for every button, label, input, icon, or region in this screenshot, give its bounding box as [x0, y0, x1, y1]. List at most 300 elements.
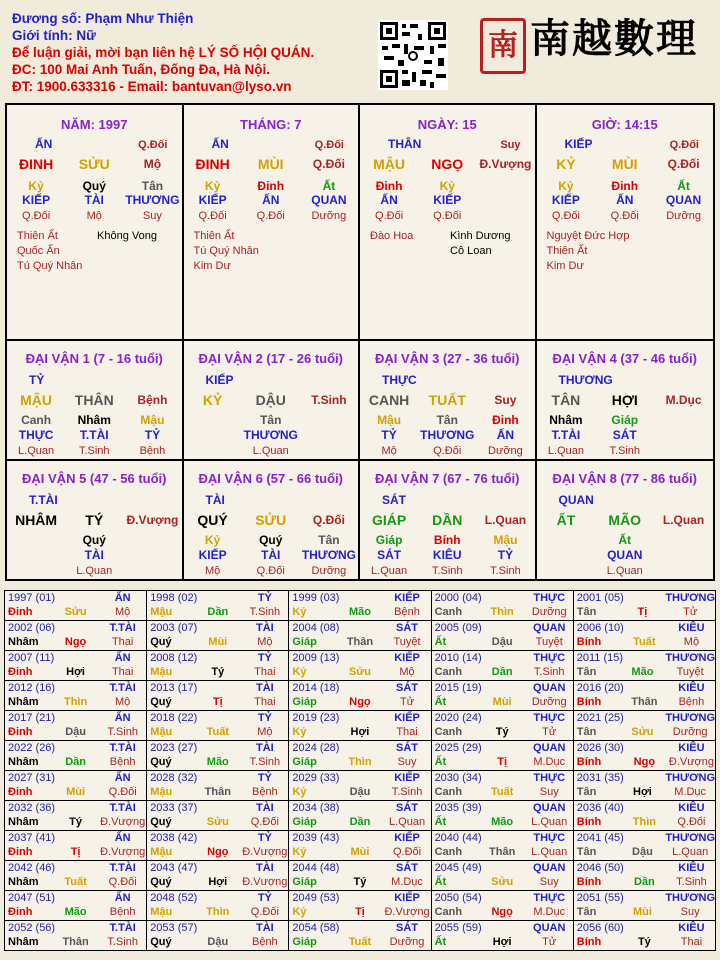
year-label: 2014 (18): [292, 682, 340, 694]
star: Đào Hoa: [370, 230, 414, 242]
year-stage: Dưỡng: [389, 936, 425, 948]
seal-stamp: 南: [480, 18, 526, 74]
year-god: TÀI: [255, 862, 274, 874]
hidden-stems: [537, 413, 714, 427]
year-label: 2040 (44): [434, 832, 482, 844]
year-branch: Hợi: [350, 726, 370, 738]
year-god: KIẾP: [394, 652, 420, 664]
year-content: [289, 831, 430, 859]
year-content: [5, 891, 146, 919]
year-stage: Mộ: [399, 666, 415, 678]
year-stem: Bính: [576, 756, 602, 768]
top-status: Q.Đối: [138, 139, 168, 151]
main-row: [7, 157, 182, 171]
year-stage: Tuyệt: [676, 666, 704, 678]
year-label: 2055 (59): [434, 922, 482, 934]
year-god: KIẾP: [394, 592, 420, 604]
year-content: [5, 831, 146, 859]
year-stem: Tân: [576, 906, 597, 918]
life-stages: [537, 444, 714, 458]
year-stage: Đ.Vượng: [242, 846, 288, 858]
year-row: [5, 741, 716, 771]
life-stage: Q.Đối: [433, 210, 462, 222]
year-cell: [573, 591, 715, 621]
year-row: [5, 921, 716, 951]
hidden-god: ẤN: [616, 193, 634, 207]
main-row: [360, 157, 535, 171]
life-stage: Dưỡng: [488, 445, 523, 457]
star: Kim Dư: [193, 260, 231, 272]
main-char: Đ.Vượng: [479, 157, 532, 171]
year-content: [147, 711, 288, 739]
year-stage: Tử: [542, 726, 557, 738]
main-char: CANH: [368, 392, 410, 408]
year-branch: Dần: [349, 816, 371, 828]
year-row: [5, 621, 716, 651]
year-branch: Ngọ: [64, 636, 87, 648]
year-branch: Thìn: [63, 696, 88, 708]
year-label: 2013 (17): [150, 682, 198, 694]
hidden-stem: Đinh: [375, 179, 403, 193]
main-char: Q.Đối: [312, 157, 345, 171]
year-branch: Dậu: [491, 636, 513, 648]
main-char: ĐINH: [195, 156, 230, 172]
year-content: [147, 771, 288, 799]
year-stage: M.Dục: [674, 786, 707, 798]
star: Tú Quý Nhân: [17, 260, 83, 272]
year-cell: [5, 741, 147, 771]
year-stem: Mậu: [150, 606, 173, 618]
year-content: [432, 621, 573, 649]
year-branch: Dậu: [632, 846, 653, 858]
year-content: [147, 831, 288, 859]
main-char: DẬU: [255, 392, 286, 408]
hidden-stem: Nhâm: [77, 413, 111, 427]
star: Nguyệt Đức Hợp: [546, 230, 630, 242]
year-cell: [573, 681, 715, 711]
year-stem: Ất: [434, 816, 447, 828]
year-god: KIÊU: [678, 622, 705, 634]
year-stage: Bệnh: [394, 606, 420, 618]
year-label: 2052 (56): [8, 922, 56, 934]
year-stage: Đ.Vượng: [100, 816, 146, 828]
year-god: SÁT: [396, 802, 419, 814]
year-stem: Bính: [576, 816, 602, 828]
year-stage: Bệnh: [678, 696, 705, 708]
year-branch: Ngọ: [349, 696, 371, 708]
year-stem: Canh: [434, 786, 463, 798]
hidden-stem: Quý: [259, 533, 283, 547]
year-stem: Quý: [150, 636, 172, 648]
dai-van-cell: [7, 341, 184, 461]
year-row: [5, 711, 716, 741]
top-status: Q.Đối: [314, 139, 344, 151]
year-label: 2054 (58): [292, 922, 340, 934]
year-stage: Bệnh: [109, 756, 136, 768]
year-stem: Quý: [150, 756, 172, 768]
hidden-god: [184, 428, 242, 442]
year-stem: Tân: [576, 606, 597, 618]
year-stem: Quý: [150, 816, 172, 828]
year-label: 2019 (23): [292, 712, 340, 724]
main-char: TÂN: [551, 392, 581, 408]
year-content: [147, 741, 288, 769]
year-row: [5, 651, 716, 681]
main-char: MÙI: [611, 156, 638, 172]
dai-van-cell: [360, 341, 537, 461]
year-cell: [5, 681, 147, 711]
year-content: [5, 651, 146, 679]
year-label: 2002 (06): [8, 622, 56, 634]
dai-van-content: [360, 461, 535, 579]
dai-van-content: [7, 341, 182, 459]
year-branch: Dần: [207, 606, 229, 618]
four-pillars-grid: [5, 103, 715, 341]
hidden-stem: [184, 413, 242, 427]
main-char: GIÁP: [371, 512, 407, 528]
year-stem: Kỷ: [292, 786, 307, 798]
year-god: T.TÀI: [109, 682, 136, 694]
year-stage: Mộ: [115, 606, 131, 618]
hidden-stems: [360, 533, 535, 547]
pillar-cell: [184, 105, 361, 339]
life-stages: [7, 209, 182, 223]
year-label: 2031 (35): [576, 772, 624, 784]
year-stage: Mộ: [257, 636, 273, 648]
year-row: [5, 861, 716, 891]
year-cell: [431, 681, 573, 711]
main-row: [184, 513, 359, 527]
dai-van-content: [360, 341, 535, 459]
pillar-title: GIỜ: 14:15: [591, 117, 658, 132]
year-stem: Kỷ: [292, 726, 307, 738]
main-row: [537, 513, 714, 527]
year-cell: [289, 711, 431, 741]
year-label: 2005 (09): [434, 622, 482, 634]
dai-van-god: SÁT: [382, 493, 406, 507]
hidden-stem: Mậu: [140, 413, 165, 427]
year-cell: [147, 741, 289, 771]
pillar-title: THÁNG: 7: [240, 117, 302, 132]
year-branch: Ngọ: [207, 846, 229, 858]
year-stem: Giáp: [292, 816, 317, 828]
year-cell: [431, 651, 573, 681]
year-stage: Dưỡng: [531, 606, 567, 618]
dai-van-god: THƯƠNG: [558, 373, 613, 387]
year-content: [432, 651, 573, 679]
year-stage: Thai: [111, 666, 134, 678]
hidden-stems: [184, 413, 359, 427]
year-branch: Sửu: [631, 726, 654, 738]
year-cell: [5, 591, 147, 621]
year-branch: Sửu: [348, 666, 371, 678]
year-stage: T.Sinh: [107, 726, 138, 738]
year-label: 1998 (02): [150, 592, 198, 604]
year-god: THƯƠNG: [665, 772, 715, 784]
main-char: MÃO: [608, 512, 642, 528]
year-stage: Q.Đối: [108, 876, 137, 888]
year-branch: Mùi: [492, 696, 512, 708]
hidden-god: THƯƠNG: [301, 548, 356, 562]
hidden-gods: [537, 193, 714, 207]
year-content: [147, 921, 288, 949]
hidden-god: TÀI: [261, 548, 281, 562]
hidden-gods: [537, 548, 714, 562]
main-char: MẬU: [373, 156, 406, 172]
year-cell: [573, 651, 715, 681]
hidden-stem: Quý: [82, 179, 106, 193]
year-cell: [289, 681, 431, 711]
main-char: ĐINH: [18, 156, 54, 172]
dai-van-god: TỶ: [29, 373, 45, 387]
year-content: [289, 711, 430, 739]
dai-van-god: THỰC: [382, 373, 417, 387]
year-god: KIÊU: [678, 682, 705, 694]
hidden-gods: [7, 428, 182, 442]
year-label: 2042 (46): [8, 862, 56, 874]
year-label: 2048 (52): [150, 892, 198, 904]
year-content: [432, 741, 573, 769]
year-stem: Mậu: [150, 666, 173, 678]
main-row: [184, 157, 359, 171]
hidden-god: T.TÀI: [551, 428, 581, 442]
year-branch: Tị: [637, 606, 648, 618]
year-stage: L.Quan: [531, 816, 568, 828]
life-stage: L.Quan: [371, 565, 408, 577]
year-stage: Tử: [399, 696, 415, 708]
year-branch: Thìn: [490, 606, 514, 618]
hidden-stem: Đinh: [611, 179, 639, 193]
year-cell: [431, 831, 573, 861]
hidden-stem: Nhâm: [549, 413, 583, 427]
year-god: QUAN: [533, 622, 566, 634]
year-stage: Đ.Vượng: [668, 756, 715, 768]
year-content: [574, 771, 715, 799]
year-label: 2023 (27): [150, 742, 198, 754]
year-god: SÁT: [396, 682, 419, 694]
life-stage: L.Quan: [606, 565, 643, 577]
dai-van-content: [184, 461, 359, 579]
hidden-god: THƯƠNG: [243, 428, 298, 442]
hidden-stem: [537, 533, 596, 547]
year-god: KIẾP: [394, 832, 420, 844]
dai-van-god: KIẾP: [205, 373, 234, 387]
year-cell: [147, 861, 289, 891]
year-god: SÁT: [396, 742, 419, 754]
hidden-stem: Kỷ: [28, 179, 44, 193]
year-cell: [147, 921, 289, 951]
hidden-gods: [184, 548, 359, 562]
life-stages: [537, 564, 714, 578]
year-god: KIẾP: [394, 772, 420, 784]
year-content: [289, 621, 430, 649]
year-god: KIÊU: [678, 862, 705, 874]
year-branch: Thân: [204, 786, 231, 798]
hidden-god: TỶ: [381, 428, 397, 442]
year-cell: [431, 711, 573, 741]
year-stage: T.Sinh: [249, 756, 281, 768]
year-content: [289, 591, 430, 619]
year-god: THỰC: [533, 712, 566, 724]
year-cell: [5, 891, 147, 921]
year-branch: Sửu: [206, 816, 229, 828]
year-content: [574, 711, 715, 739]
year-god: THỰC: [533, 652, 566, 664]
year-stage: Đ.Vượng: [100, 846, 146, 858]
year-cell: [147, 621, 289, 651]
year-stage: Đ.Vượng: [242, 876, 288, 888]
life-stage: Bệnh: [139, 445, 166, 457]
year-stage: Q.Đối: [108, 786, 137, 798]
year-stage: Dưỡng: [672, 726, 708, 738]
year-cell: [573, 771, 715, 801]
hidden-god: ẤN: [380, 193, 398, 207]
life-stage: Mộ: [204, 565, 221, 577]
year-god: SÁT: [396, 862, 419, 874]
year-content: [574, 891, 715, 919]
year-row: [5, 591, 716, 621]
year-label: 2020 (24): [434, 712, 482, 724]
year-god: T.TÀI: [109, 622, 136, 634]
hidden-stem: Quý: [82, 533, 106, 547]
year-content: [5, 741, 146, 769]
year-stem: Giáp: [292, 936, 317, 948]
year-cell: [147, 891, 289, 921]
life-stage: T.Sinh: [431, 565, 463, 577]
hidden-stems: [7, 179, 182, 193]
year-cell: [573, 621, 715, 651]
qr-code[interactable]: [378, 20, 448, 90]
year-branch: Tý: [353, 876, 367, 888]
life-stage: [537, 564, 596, 578]
life-stage: Q.Đối: [198, 210, 227, 222]
year-label: 2018 (22): [150, 712, 198, 724]
year-content: [289, 681, 430, 709]
year-branch: Tị: [212, 696, 223, 708]
year-content: [432, 861, 573, 889]
top-god: ẤN: [35, 137, 53, 151]
year-label: 2037 (41): [8, 832, 56, 844]
year-branch: Mão: [64, 906, 87, 918]
year-content: [289, 801, 430, 829]
hidden-god: [537, 548, 596, 562]
year-label: 2016 (20): [576, 682, 624, 694]
year-branch: Thân: [631, 696, 658, 708]
year-content: [574, 651, 715, 679]
year-label: 2045 (49): [434, 862, 482, 874]
year-content: [147, 891, 288, 919]
hidden-stem: Giáp: [611, 413, 639, 427]
year-cell: [431, 921, 573, 951]
year-stem: Canh: [434, 666, 463, 678]
life-stage: [654, 444, 713, 458]
year-branch: Hợi: [208, 876, 228, 888]
hidden-gods: [360, 193, 535, 207]
year-label: 2032 (36): [8, 802, 56, 814]
year-stem: Nhâm: [8, 636, 39, 648]
year-stage: M.Dục: [533, 906, 566, 918]
year-content: [147, 801, 288, 829]
hidden-stem: Bính: [433, 533, 461, 547]
year-stage: Thai: [254, 696, 276, 708]
year-label: 2006 (10): [576, 622, 624, 634]
life-stages: [184, 209, 359, 223]
hidden-god: TỶ: [497, 548, 514, 562]
life-stage: L.Quan: [252, 445, 289, 457]
year-stage: Thai: [680, 936, 703, 948]
year-cell: [289, 591, 431, 621]
hidden-stems: [537, 179, 714, 193]
year-stage: Thai: [396, 726, 418, 738]
year-stem: Kỷ: [292, 666, 307, 678]
year-stage: L.Quan: [672, 846, 709, 858]
dai-van-cell: [7, 461, 184, 579]
star: Thiên Ất: [546, 245, 588, 257]
year-cell: [289, 891, 431, 921]
dai-van-cell: [537, 461, 714, 579]
year-content: [574, 591, 715, 619]
year-branch: Ngọ: [491, 906, 513, 918]
year-stem: Đinh: [8, 606, 33, 618]
year-god: TỶ: [257, 592, 272, 604]
year-god: ẤN: [114, 592, 131, 604]
year-cell: [5, 801, 147, 831]
year-label: 2022 (26): [8, 742, 56, 754]
main-char: NHÂM: [15, 512, 58, 528]
year-label: 2021 (25): [576, 712, 624, 724]
year-stem: Bính: [576, 636, 602, 648]
year-stem: Canh: [434, 726, 463, 738]
hidden-stem: Tân: [318, 533, 340, 547]
main-char: KỶ: [556, 156, 576, 172]
hidden-god: [476, 193, 534, 207]
year-stage: Bệnh: [251, 936, 278, 948]
year-content: [574, 861, 715, 889]
year-branch: Thìn: [632, 816, 656, 828]
year-branch: Mão: [631, 666, 654, 678]
year-god: T.TÀI: [109, 922, 136, 934]
hidden-stem: [123, 533, 181, 547]
year-cell: [289, 651, 431, 681]
year-content: [432, 891, 573, 919]
year-god: ẤN: [114, 652, 131, 664]
top-god: THÂN: [388, 137, 422, 151]
hidden-stem: Ất: [677, 179, 690, 193]
year-cell: [289, 621, 431, 651]
dai-van-content: [184, 341, 359, 459]
year-god: THƯƠNG: [665, 712, 715, 724]
dai-van-content: [537, 341, 714, 459]
year-content: [289, 861, 430, 889]
life-stages: [184, 564, 359, 578]
year-branch: Mùi: [632, 906, 652, 918]
year-god: TỶ: [257, 832, 272, 844]
hidden-god: [7, 548, 65, 562]
year-cell: [431, 621, 573, 651]
year-god: QUAN: [533, 742, 566, 754]
year-stem: Bính: [576, 936, 602, 948]
hidden-stem: Kỷ: [558, 179, 574, 193]
year-branch: Hợi: [66, 666, 85, 678]
hidden-god: THỰC: [18, 428, 54, 442]
year-god: TỶ: [257, 772, 272, 784]
year-content: [289, 651, 430, 679]
year-stem: Giáp: [292, 636, 317, 648]
dai-van-title: ĐẠI VẬN 6 (57 - 66 tuổi): [198, 471, 343, 486]
year-stem: Nhâm: [8, 936, 39, 948]
year-label: 2007 (11): [8, 652, 55, 664]
year-cell: [5, 771, 147, 801]
